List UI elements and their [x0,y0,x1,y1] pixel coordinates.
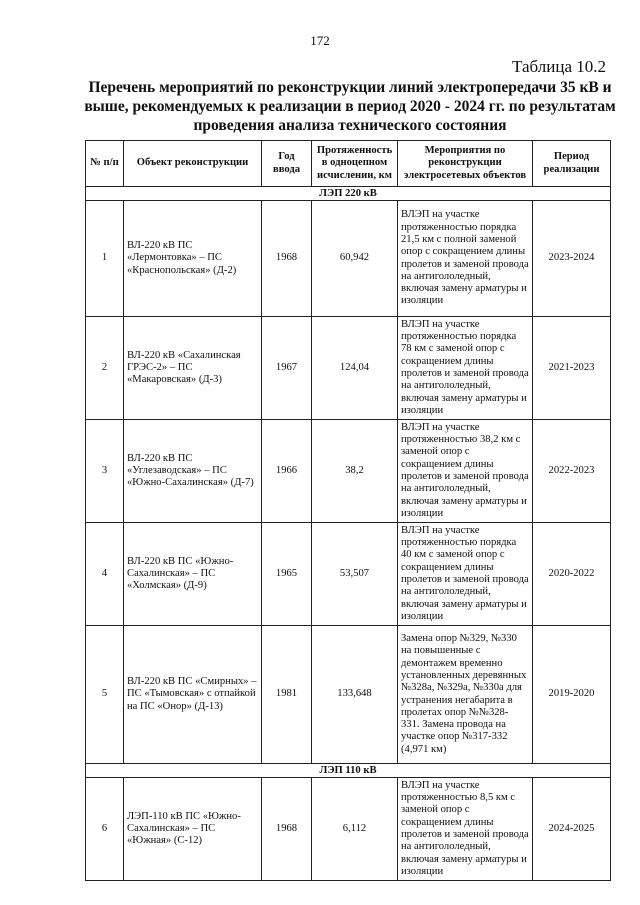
cell-year: 1965 [262,523,312,626]
cell-length: 60,942 [312,201,398,317]
cell-length: 53,507 [312,523,398,626]
cell-length: 38,2 [312,420,398,523]
col-header-year: Год ввода [262,141,312,187]
cell-period: 2022-2023 [533,420,611,523]
cell-num: 4 [86,523,124,626]
cell-object: ВЛ-220 кВ ПС «Смирных» – ПС «Тымовская» с отпайкой на ПС «Онор» (Д-13) [124,626,262,764]
cell-object: ВЛ-220 кВ ПС «Углезаводская» – ПС «Южно-Сахалинская» (Д-7) [124,420,262,523]
table-header-row [86,141,611,187]
cell-length: 133,648 [312,626,398,764]
table-row [86,778,611,881]
cell-activities: ВЛЭП на участке протяженностью 38,2 км с заменой опор с сокращением длины пролетов и заменой провода на антигололедный, включая замену арматуры и изоляции [398,420,533,523]
section-label: ЛЭП 220 кВ [86,187,611,201]
cell-num: 2 [86,317,124,420]
cell-activities: ВЛЭП на участке протяженностью порядка 78 км с заменой опор с сокращением длины пролетов и заменой провода на антигололедный, включая замену арматуры и изоляции [398,317,533,420]
cell-period: 2024-2025 [533,778,611,881]
cell-length: 6,112 [312,778,398,881]
table-row [86,626,611,764]
col-header-length: Протяженность в одноцепном исчислении, км [312,141,398,187]
section-label: ЛЭП 110 кВ [86,764,611,778]
cell-num: 5 [86,626,124,764]
cell-activities: Замена опор №329, №330 на повышенные с демонтажем временно установленных деревянных №328а, №329а, №330а для устранения негабарита в пролетах опор №№328- 331. Замена провода на участке опор №317-332 (4,971 км) [398,626,533,764]
cell-year: 1967 [262,317,312,420]
cell-year: 1968 [262,778,312,881]
cell-activities: ВЛЭП на участке протяженностью 8,5 км с заменой опор с сокращением длины пролетов и заменой провода на антигололедный, включая замену арматуры и изоляции [398,778,533,881]
cell-num: 3 [86,420,124,523]
cell-object: ВЛ-220 кВ ПС «Южно-Сахалинская» – ПС «Холмская» (Д-9) [124,523,262,626]
table-caption: Таблица 10.2 [512,57,606,76]
cell-year: 1968 [262,201,312,317]
col-header-object: Объект реконструкции [124,141,262,187]
cell-activities: ВЛЭП на участке протяженностью порядка 40 км с заменой опор с сокращением длины пролетов и заменой провода на антигололедный, включая замену арматуры и изоляции [398,523,533,626]
cell-period: 2020-2022 [533,523,611,626]
cell-object: ВЛ-220 кВ ПС «Лермонтовка» – ПС «Краснопольская» (Д-2) [124,201,262,317]
reconstruction-table [85,140,611,881]
cell-period: 2023-2024 [533,201,611,317]
table-row [86,420,611,523]
col-header-activities: Мероприятия по реконструкции электросетевых объектов [398,141,533,187]
cell-object: ВЛ-220 кВ «Сахалинская ГРЭС-2» – ПС «Макаровская» (Д-3) [124,317,262,420]
cell-activities: ВЛЭП на участке протяженностью порядка 21,5 км с полной заменой опор с сокращением длины пролетов и заменой провода на антигололедный, включая замену арматуры и изоляции [398,201,533,317]
document-title: Перечень мероприятий по реконструкции линий электропередачи 35 кВ и выше, рекомендуемых к реализации в период 2020 - 2024 гг. по результатам проведения анализа технического состояния [84,79,616,134]
table-row [86,317,611,420]
cell-num: 1 [86,201,124,317]
page-number: 172 [310,33,330,48]
cell-year: 1981 [262,626,312,764]
cell-period: 2019-2020 [533,626,611,764]
cell-object: ЛЭП-110 кВ ПС «Южно-Сахалинская» – ПС «Южная» (С-12) [124,778,262,881]
table-row [86,523,611,626]
cell-length: 124,04 [312,317,398,420]
cell-year: 1966 [262,420,312,523]
section-header-row [86,187,611,201]
col-header-period: Период реализации [533,141,611,187]
cell-num: 6 [86,778,124,881]
cell-period: 2021-2023 [533,317,611,420]
section-header-row [86,764,611,778]
col-header-num: № п/п [86,141,124,187]
table-row [86,201,611,317]
